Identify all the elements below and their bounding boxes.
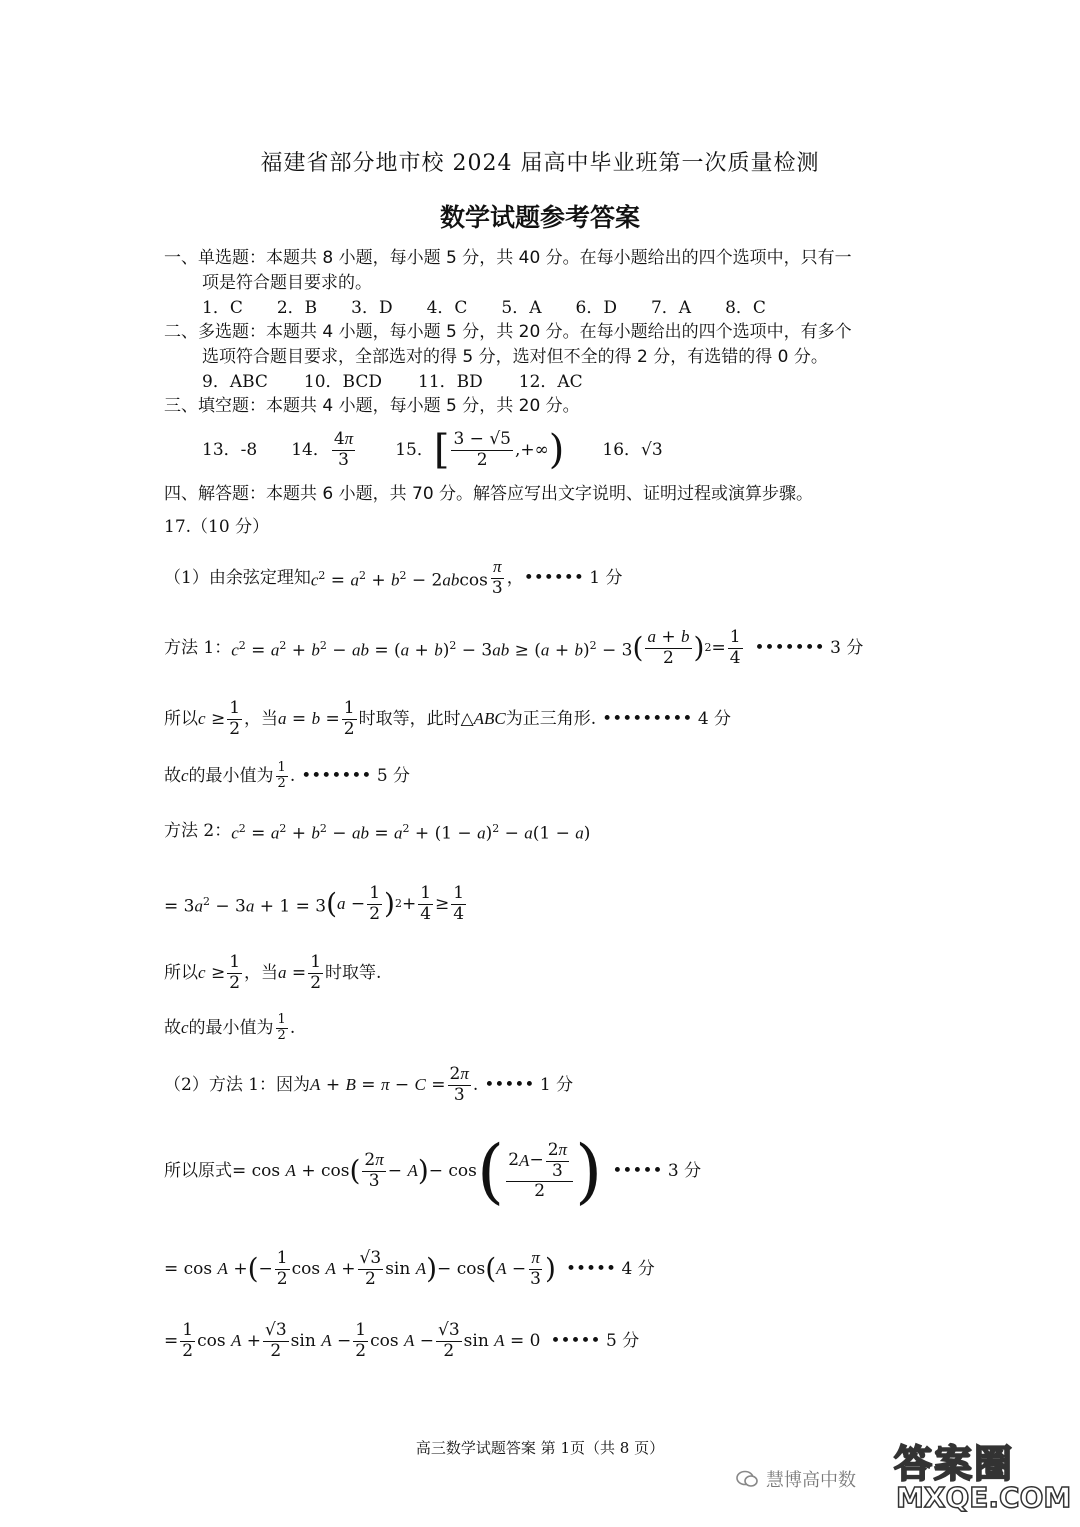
answer-16-label: 16．	[602, 440, 642, 460]
method-2-line	[164, 818, 590, 844]
text: 时取等.	[325, 963, 382, 983]
method-2-formula: $c^2 = a^2 + b^2$ − ab = $a^2 + (1 - a)^2 - a(1 - a)$	[231, 821, 591, 844]
section-1-text: 一、单选题：本题共 8 小题，每小题 5 分，共 40 分。在每小题给出的四个选项中，只有一	[164, 248, 852, 268]
score-marker: ••••• 5 分	[550, 1331, 640, 1351]
cosine-law-formula: $c^2 = a^2 + b^2 - 2abcos$	[310, 568, 488, 591]
answer-15-label: 15．	[395, 440, 434, 460]
method-1-line: 方法 1： $c^2 = a^2 + b^2$ − ab = $(a + b)^2 - 3ab \ge (a + b)^2 - 3$ ( $\frac{a + b}{2}$ ) 2 = $\frac{1}{4}$ ••••••• 3 分	[164, 626, 864, 668]
answer-item: 2．B	[276, 298, 318, 318]
text: （2）方法 1：因为	[164, 1075, 311, 1095]
text: 的最小值为	[188, 1018, 274, 1038]
logo-title: 答案圈	[894, 1442, 1015, 1486]
answer-16-math: √3	[641, 440, 663, 460]
score-marker: •••••• 1 分	[523, 568, 623, 588]
section-2-answers	[202, 371, 583, 393]
score-marker: ••••• 1 分	[484, 1075, 574, 1095]
answer-14-label: 14．	[291, 440, 330, 460]
section-2-text-cont: 选项符合题目要求，全部选对的得 5 分，选对但不全的得 2 分，有选错的得 0 分。	[202, 347, 828, 367]
so-c-line-2: 所以 c ≥ $\frac{1}{2}$ ，当 a = $\frac{1}{2}$ 时取等.	[164, 951, 382, 993]
answer-15-math: [ $\frac{3 - √5}{2}$ ,+∞ )	[433, 427, 565, 473]
score-marker: ••••• 4 分	[565, 1259, 655, 1279]
part-2-step-3: = $\frac{1}{2}$ cos A + $\frac{√3}{2}$ sin A − $\frac{1}{2}$ cos A − $\frac{√3}{2}$ sin A = 0 ••••• 5 分	[164, 1319, 640, 1361]
part-2-intro: （2）方法 1：因为 A + B = π − C = $\frac{2\pi}{3}$ . ••••• 1 分	[164, 1064, 574, 1105]
text: 所以	[164, 963, 198, 983]
page-footer: 高三数学试题答案 第 1页（共 8 页）	[415, 1439, 665, 1457]
part-2-step-2: = cos A + ( − $\frac{1}{2}$ cos A + $\frac{√3}{2}$ sin A ) − cos ( A − $\frac{\pi}{3}$ ) ••••• 4 分	[164, 1247, 655, 1289]
question-17-heading: 17.（10 分）	[164, 517, 270, 537]
wechat-account-name: 慧博高中数	[766, 1470, 856, 1491]
page-title: 福建省部分地市校 2024 届高中毕业班第一次质量检测	[260, 151, 820, 176]
method-2-label: 方法 2：	[164, 821, 232, 841]
wechat-watermark	[736, 1466, 856, 1492]
min-value-line-1: 故 c 的最小值为 $\frac{1}{2}$ . ••••••• 5 分	[164, 759, 411, 791]
part-1-intro: （1）由余弦定理知 $c^2 = a^2 + b^2 - 2abcos$ $\frac{\pi}{3}$ ， •••••• 1 分	[164, 557, 623, 598]
answer-item: 1．C	[202, 298, 243, 318]
section-4-text: 四、解答题：本题共 6 小题，共 70 分。解答应写出文字说明、证明过程或演算步骤。	[164, 484, 814, 504]
answer-item: 8．C	[725, 298, 766, 318]
page-subtitle: 数学试题参考答案	[439, 203, 640, 232]
answer-item: 5．A	[501, 298, 542, 318]
answer-item: 9．ABC	[202, 372, 268, 392]
answer-item: 4．C	[426, 298, 468, 318]
answer-item: 3．D	[351, 298, 393, 318]
method-1-label: 方法 1：	[164, 638, 232, 658]
section-3-text: 三、填空题：本题共 4 小题，每小题 5 分，共 20 分。	[164, 396, 580, 416]
text: ，当	[244, 963, 279, 983]
answer-item: 10．BCD	[303, 372, 382, 392]
min-value-line-2: 故 c 的最小值为 $\frac{1}{2}$ .	[164, 1011, 296, 1043]
score-marker: ••••••• 3 分	[754, 638, 864, 658]
answer-14-math: $\frac{4\pi}{3}$	[333, 429, 354, 470]
answer-13: 13．-8	[202, 440, 258, 460]
text: ，当	[244, 709, 279, 729]
answer-item: 7．A	[650, 298, 692, 318]
score-marker: ••••••• 5 分	[301, 766, 411, 786]
part-2-expression: 所以原式 = cos A + cos ( $\frac{2\pi}{3}$ − A ) − cos ( 2 A − $\frac{2\pi}{3}$ 2 ) ••••• 3 分	[164, 1130, 702, 1212]
section-3-answers	[202, 424, 663, 476]
so-c-line-1: 所以 c ≥ $\frac{1}{2}$ ，当 a = b = $\frac{1}{2}$ 时取等，此时 △ABC 为正三角形. ••••••••• 4 分	[164, 697, 732, 739]
wechat-icon	[736, 1470, 758, 1488]
text: 故	[164, 1018, 181, 1038]
text: 所以	[164, 709, 198, 729]
answer-item: 11．BD	[418, 372, 483, 392]
text: 所以原式	[164, 1161, 232, 1181]
section-2-text: 二、多选题：本题共 4 小题，每小题 5 分，共 20 分。在每小题给出的四个选项中，有多个	[164, 322, 852, 342]
section-1-answers	[202, 297, 766, 319]
method-2-expansion: = $3a^2 - 3a + 1 = 3$ ( a − $\frac{1}{2}$ ) 2 + $\frac{1}{4}$ ≥ $\frac{1}{4}$	[164, 882, 465, 924]
site-logo	[884, 1429, 1074, 1519]
section-1-text-cont: 项是符合题目要求的。	[202, 273, 372, 293]
answer-item: 12．AC	[518, 372, 583, 392]
pi-over-3: $\frac{\pi}{3}$	[491, 557, 503, 598]
logo-site: MXQE.COM	[896, 1481, 1072, 1514]
text: 时取等，此时	[358, 709, 461, 729]
part-1-intro-text: （1）由余弦定理知	[164, 568, 311, 588]
score-marker: ••••• 3 分	[612, 1161, 702, 1181]
text: 为正三角形.	[505, 709, 597, 729]
text: 的最小值为	[188, 766, 274, 786]
method-1-formula: $c^2 = a^2 + b^2$ − ab = $(a + b)^2 - 3ab \ge (a + b)^2 - 3$	[231, 638, 633, 661]
answer-item: 6．D	[575, 298, 617, 318]
score-marker: ••••••••• 4 分	[602, 709, 732, 729]
text: 故	[164, 766, 181, 786]
